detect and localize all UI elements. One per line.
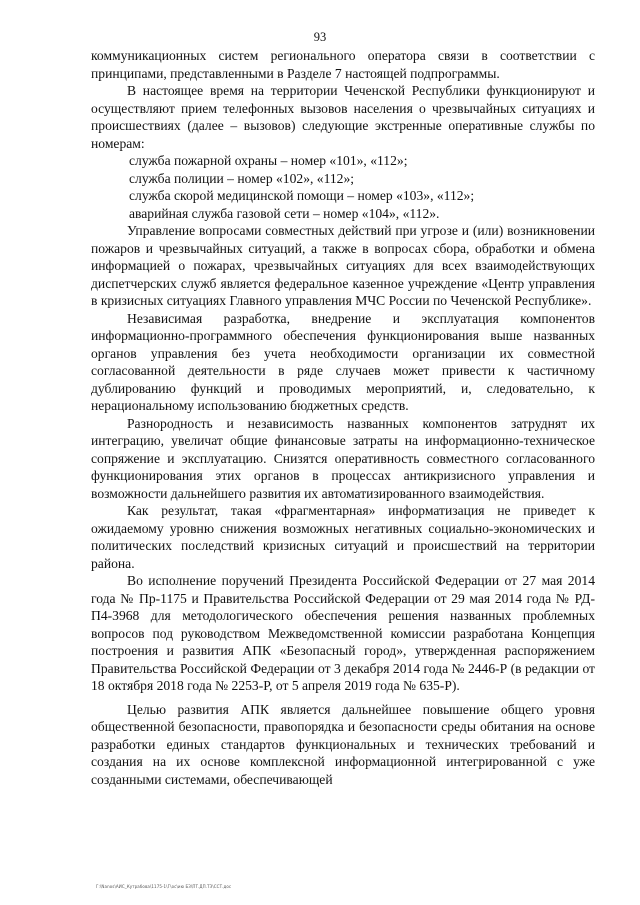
paragraph-development-goal: Целью развития АПК является дальнейшее повышение общего уровня общественной безопасности, правопорядка и безопасности среды обитания на основе разработки единых стандартов функциональных и технических требований и создания на их основе комплексной информационной интегрированной с уже созданными системами, обеспечивающей — [91, 701, 595, 787]
paragraph-emergency-services-intro: В настоящее время на территории Чеченской Республики функционируют и осуществляют прием телефонных вызовов населения о чрезвычайных ситуациях и происшествиях (далее – вызовов) следующие экстренные оперативные службы по номерам: — [91, 83, 595, 151]
list-item-police: служба полиции – номер «102», «112»; — [129, 170, 355, 186]
list-item-ambulance: служба скорой медицинской помощи – номер «103», «112»; — [129, 188, 475, 203]
paragraph-presidential-orders: Во исполнение поручений Президента Российской Федерации от 27 мая 2014 года № Пр-1175 и Правительства Российской Федерации от 29 мая 2014 года № РД-П4-3968 для методологического обеспечения решения названных проблемных вопросов под руководством Межведомственной комиссии разработана Концепция построения и развития АПК «Безопасный город», утвержденная распоряжением Правительства Российской Федерации от 3 декабря 2014 года № 2446-Р (в редакции от 18 октября 2018 года № 2253-Р, от 5 апреля 2019 года № 635-Р). — [91, 573, 595, 693]
paragraph-coordination: Управление вопросами совместных действий при угрозе и (или) возникновении пожаров и чрезвычайных ситуаций, а также в вопросах сбора, обработки и обмена информацией о пожарах, чрезвычайных ситуациях для всех взаимодействующих диспетчерских служб является федеральное казенное учреждение «Центр управления в кризисных ситуациях Главного управления МЧС России по Чеченской Республике». — [91, 223, 595, 308]
page-number: 93 — [313, 30, 327, 44]
paragraph-fragmentary-informatization: Как результат, такая «фрагментарная» информатизация не приведет к ожидаемому уровню снижения возможных негативных социально-экономических и политических последствий кризисных ситуаций и происшествий на территории района. — [91, 503, 595, 571]
paragraph-continuation: коммуникационных систем регионального оператора связи в соответствии с принципами, представленными в Разделе 7 настоящей подпрограммы. — [91, 48, 595, 81]
footer-file-path: Г:\Nanos\АИС_Кутрабова\1175-1\Г\ос\ию БЗ\ПТ.ДП.ТЗ\ССТ.дос — [96, 884, 232, 889]
list-item-gas-service: аварийная служба газовой сети – номер «104», «112». — [129, 205, 440, 221]
document-body — [91, 47, 595, 788]
paragraph-independent-development: Независимая разработка, внедрение и эксплуатация компонентов информационно-программного обеспечения функционирования выше названных органов управления без учета необходимости организации их совместной согласованной деятельности в ряде случаев может привести к частичному дублированию функций и проводимых мероприятий, и, следовательно, к нерациональному использованию бюджетных средств. — [91, 310, 595, 413]
list-item-fire-service: служба пожарной охраны – номер «101», «112»; — [129, 153, 408, 168]
paragraph-heterogeneity: Разнородность и независимость названных компонентов затруднят их интеграцию, увеличат общие финансовые затраты на информационно-техническое сопряжение и эксплуатацию. Снизятся оперативность совместного согласованного функционирования этих органов в процессах антикризисного управления и возможности дальнейшего развития их автоматизированного взаимодействия. — [91, 415, 595, 501]
